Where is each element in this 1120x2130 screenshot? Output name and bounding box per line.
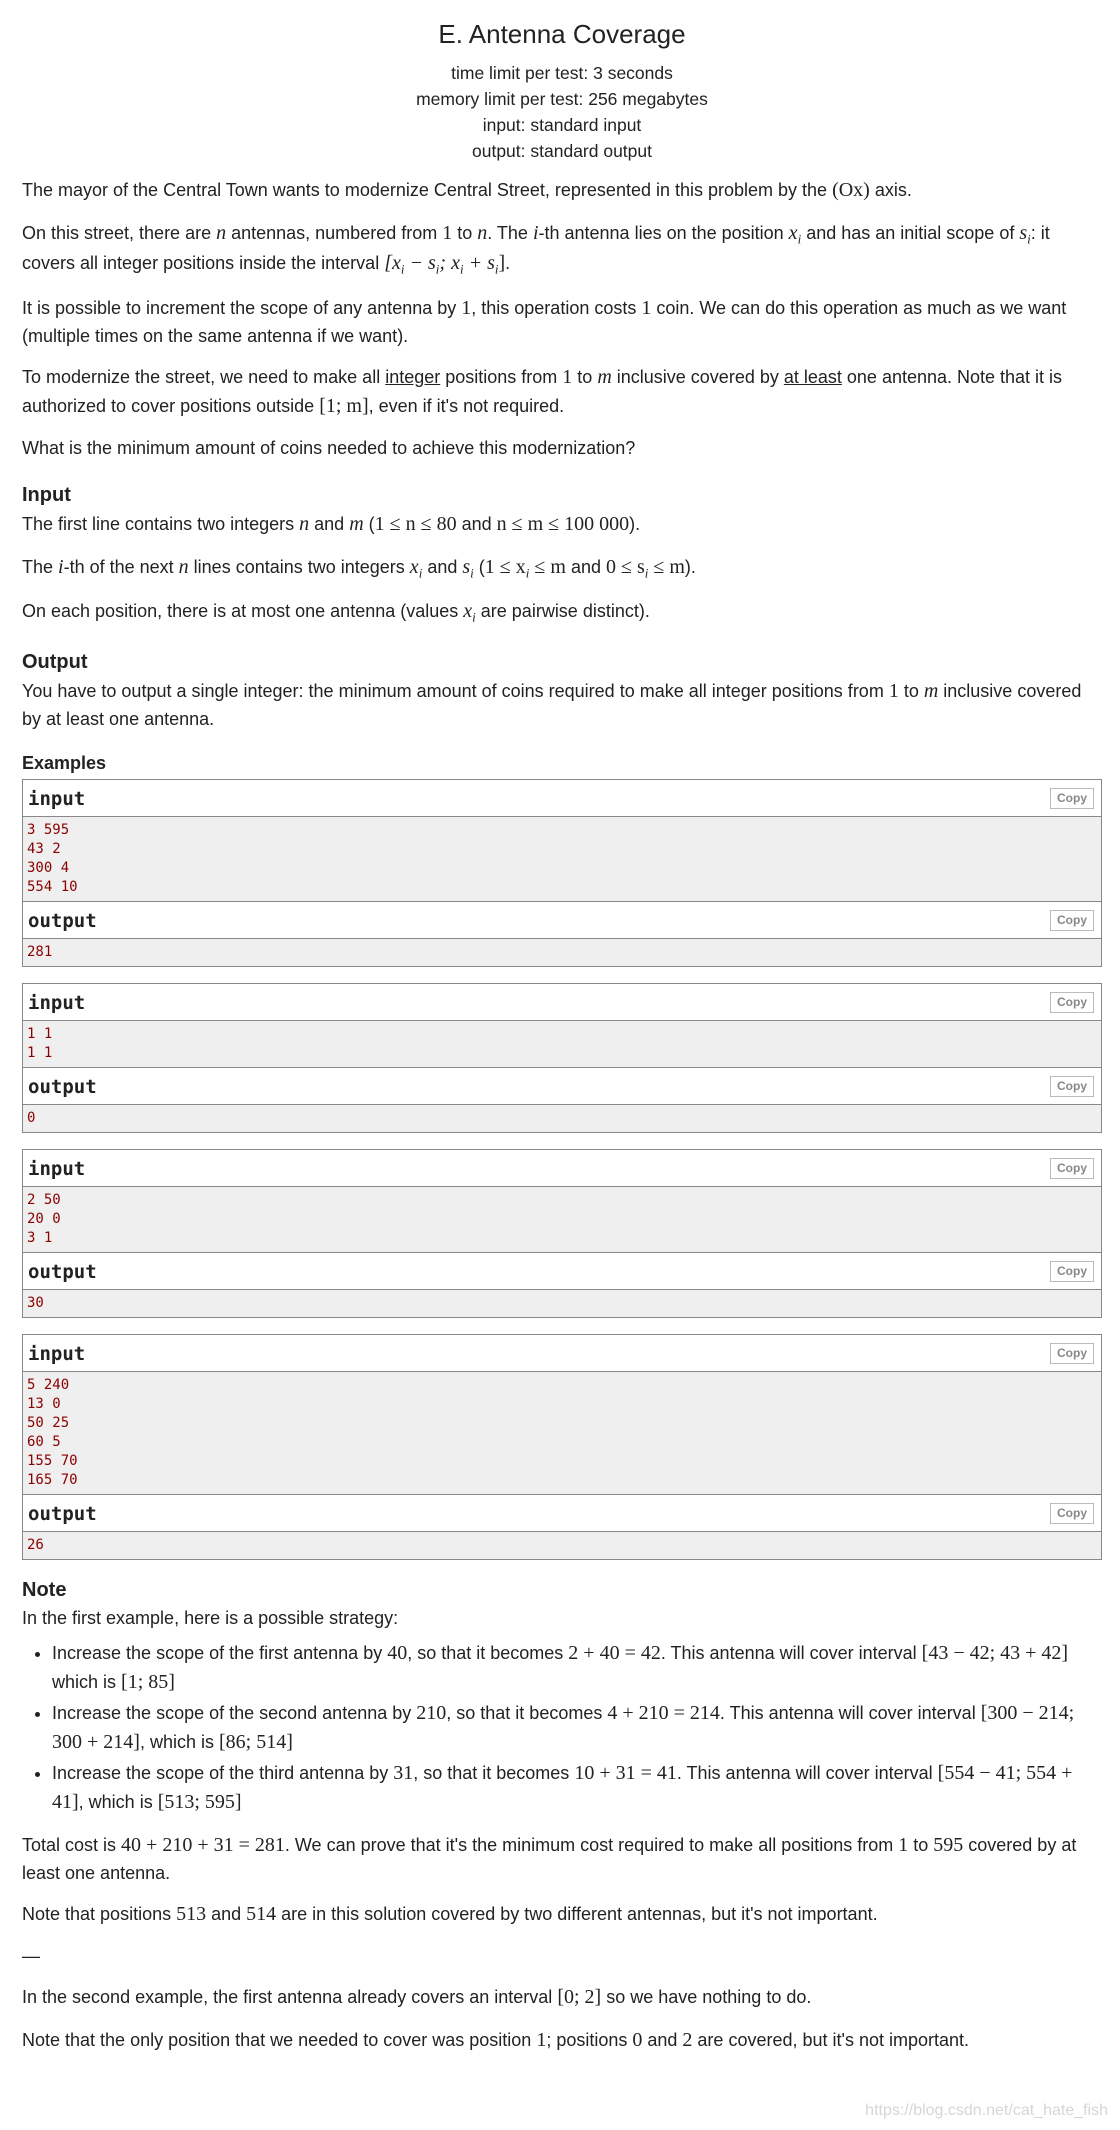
examples-heading: Examples xyxy=(22,752,107,773)
problem-limits xyxy=(22,60,1102,164)
example-input-header xyxy=(23,780,1101,817)
example-output-header xyxy=(23,1067,1101,1105)
copy-input-button[interactable]: Copy xyxy=(1050,992,1094,1013)
note-strategy-item: • Increase the scope of the first antenna by 40, so that it becomes 2 + 40 = 42. This antenna will cover interval [43 − 42; 43 + 42] which is [1; 85] xyxy=(52,1639,1102,1697)
problem-statement xyxy=(22,0,1102,2055)
time-limit: time limit per test: 3 seconds xyxy=(451,62,673,83)
input-line-1: The first line contains two integers n and m (1 ≤ n ≤ 80 and n ≤ m ≤ 100 000). xyxy=(22,512,641,535)
example-input-data: 5 240 13 0 50 25 60 5 155 70 165 70 xyxy=(23,1372,1101,1494)
copy-input-button[interactable]: Copy xyxy=(1050,788,1094,809)
output-heading: Output xyxy=(22,650,88,673)
statement-paragraph-5: What is the minimum amount of coins needed to achieve this modernization? xyxy=(22,437,636,458)
note-second-example: In the second example, the first antenna already covers an interval [0; 2] so we have nothing to do. xyxy=(22,1986,812,2009)
example-output-data: 26 xyxy=(23,1532,1101,1559)
copy-output-button[interactable]: Copy xyxy=(1050,1503,1094,1524)
example-input-label: input xyxy=(28,787,86,810)
statement-paragraph-1: The mayor of the Central Town wants to modernize Central Street, represented in this problem by the (Ox) axis. xyxy=(22,178,912,201)
example-output-label: output xyxy=(28,1502,97,1525)
example-output-label: output xyxy=(28,1260,97,1283)
example-1 xyxy=(22,779,1102,967)
input-type: input: standard input xyxy=(482,114,642,135)
example-input-header xyxy=(23,984,1101,1021)
output-type: output: standard output xyxy=(472,140,652,161)
copy-output-button[interactable]: Copy xyxy=(1050,1076,1094,1097)
memory-limit: memory limit per test: 256 megabytes xyxy=(416,88,708,109)
statement-paragraph-3: It is possible to increment the scope of any antenna by 1, this operation costs 1 coin. We can do this operation as much as we want (multiple times on the same antenna if we want). xyxy=(22,296,1067,346)
example-output-data: 30 xyxy=(23,1290,1101,1317)
example-2 xyxy=(22,983,1102,1133)
note-intro: In the first example, here is a possible strategy: xyxy=(22,1607,399,1628)
example-input-data: 3 595 43 2 300 4 554 10 xyxy=(23,817,1101,901)
example-input-label: input xyxy=(28,1157,86,1180)
note-strategy-item: • Increase the scope of the third antenna by 31, so that it becomes 10 + 31 = 41. This antenna will cover interval [554 − 41; 554 + 41], which is [513; 595] xyxy=(52,1759,1102,1817)
example-3 xyxy=(22,1149,1102,1318)
copy-output-button[interactable]: Copy xyxy=(1050,1261,1094,1282)
example-input-data: 1 1 1 1 xyxy=(23,1021,1101,1067)
copy-input-button[interactable]: Copy xyxy=(1050,1158,1094,1179)
copy-input-button[interactable]: Copy xyxy=(1050,1343,1094,1364)
input-line-3: On each position, there is at most one antenna (values $x_i$ are pairwise distinct). xyxy=(22,600,650,625)
example-output-header xyxy=(23,1252,1101,1290)
example-input-header xyxy=(23,1150,1101,1187)
problem-title: E. Antenna Coverage xyxy=(438,19,686,49)
note-strategy-list xyxy=(22,1639,1102,1817)
input-line-2: The i-th of the next n lines contains two integers $x_i$ and $s_i$ ($1 \le x_i \le m$ and $0 \le s_i \le m$). xyxy=(22,555,696,581)
note-overlap: Note that positions 513 and 514 are in this solution covered by two different antennas, but it's not important. xyxy=(22,1903,878,1925)
example-input-label: input xyxy=(28,991,86,1014)
example-input-label: input xyxy=(28,1342,86,1365)
example-4 xyxy=(22,1334,1102,1560)
example-output-label: output xyxy=(28,909,97,932)
note-separator: — xyxy=(22,1946,40,1966)
example-input-header xyxy=(23,1335,1101,1372)
statement-paragraph-2: On this street, there are n antennas, numbered from 1 to n. The i-th antenna lies on the position $x_i$ and has an initial scope of $s_i$: it covers all integer positions inside the interval [$x_i - s_i$; $x_i + s_i$]. xyxy=(22,221,1050,277)
example-output-header xyxy=(23,901,1101,939)
note-second-example-detail: Note that the only position that we needed to cover was position 1; positions 0 and 2 are covered, but it's not important. xyxy=(22,2029,969,2052)
example-output-label: output xyxy=(28,1075,97,1098)
copy-output-button[interactable]: Copy xyxy=(1050,910,1094,931)
statement-paragraph-4: To modernize the street, we need to make all integer positions from 1 to m inclusive covered by at least one antenna. Note that it is authorized to cover positions outside [1; m], even if it's not required. xyxy=(22,365,1063,417)
example-output-data: 281 xyxy=(23,939,1101,966)
input-heading: Input xyxy=(22,483,71,506)
note-total-cost: Total cost is 40 + 210 + 31 = 281. We can prove that it's the minimum cost required to make all positions from 1 to 595 covered by at least one antenna. xyxy=(22,1833,1077,1883)
example-output-data: 0 xyxy=(23,1105,1101,1132)
example-input-data: 2 50 20 0 3 1 xyxy=(23,1187,1101,1252)
note-heading: Note xyxy=(22,1578,67,1601)
example-output-header xyxy=(23,1494,1101,1532)
note-strategy-item: • Increase the scope of the second antenna by 210, so that it becomes 4 + 210 = 214. This antenna will cover interval [300 − 214; 300 + 214], which is [86; 514] xyxy=(52,1699,1102,1757)
watermark: https://blog.csdn.net/cat_hate_fish xyxy=(865,2101,1108,2119)
output-description: You have to output a single integer: the minimum amount of coins required to make all integer positions from 1 to m inclusive covered by at least one antenna. xyxy=(22,679,1082,729)
